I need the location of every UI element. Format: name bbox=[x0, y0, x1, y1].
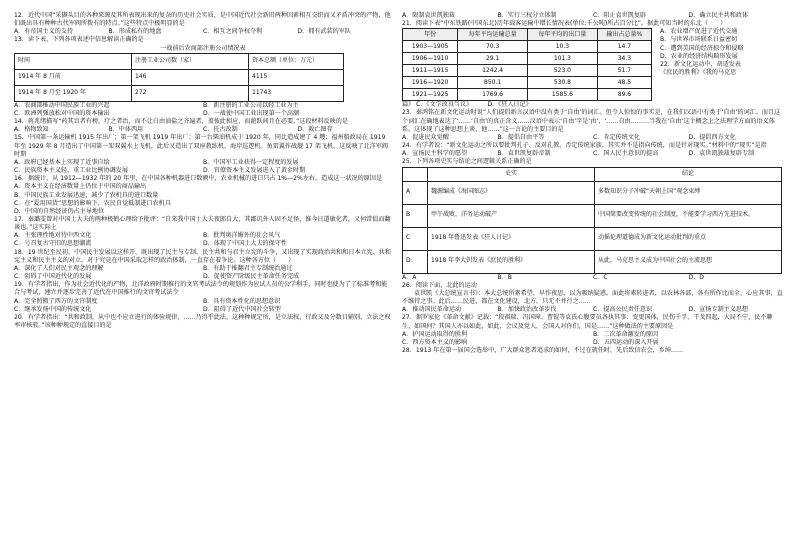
option: D．中国的自然经济仍占主导地位 bbox=[14, 207, 105, 215]
option: D．拥有武装的军队 bbox=[297, 28, 351, 36]
question-18: 18．19 世纪至民初，中国民主发展以这样开，既出现了民主与专制、民主共和与君主立宪的斗争，又出现了实现政治共和和日本立宪、共和宪主义和民主主义的对立。对于究竟在中国采取怎样的政治体制，一直存在着争论。这种各方位（ ） bbox=[14, 248, 391, 264]
table-cell: 中国简要改变传统的社会制度，不能要学习西方先进技术。 bbox=[595, 204, 782, 227]
question-13-options bbox=[14, 102, 392, 118]
question-21: 21．阅读下表“中东铁路(中国东北)历年载客运输中增长情况表(单位:千公吨)所占百分比”。据此可知当时的东北（ ） bbox=[402, 20, 727, 28]
question-19-options bbox=[14, 298, 392, 314]
option: B．与世界市场联系日益密切 bbox=[660, 36, 738, 44]
option: C．西方资本主义的影响 bbox=[402, 338, 468, 346]
table-header: 时间 bbox=[15, 53, 132, 69]
table-cell: 4115 bbox=[249, 69, 344, 85]
table-header bbox=[403, 167, 428, 181]
table-header: 结论 bbox=[595, 167, 782, 181]
table-cell: 动摇伦理道德成为新文化运动批判的重点 bbox=[595, 227, 782, 250]
table-cell: 14.7 bbox=[597, 41, 651, 53]
table-row bbox=[403, 65, 652, 77]
option: C．号召复古守旧的思想潮流 bbox=[14, 240, 92, 248]
table-cell: 1903—1905 bbox=[403, 41, 458, 53]
table-row bbox=[15, 69, 344, 85]
table-cell: 魏源编成《海国图志》 bbox=[428, 181, 595, 204]
option: C．托古改制 bbox=[203, 126, 238, 134]
table-row bbox=[403, 181, 782, 204]
table-row bbox=[403, 29, 652, 41]
table-21 bbox=[402, 28, 652, 101]
table-row bbox=[403, 41, 652, 53]
question-18-options bbox=[14, 265, 392, 281]
question-16: 16．据统计，从 1912—1932 年的 20 年里，在中国各种机器进口数额中，农业机械的进口只占 1%—2%左右。造成这一状况的原因是 bbox=[14, 175, 383, 183]
question-24: 24．有学者说：“新文化运动之所以要批判孔子、反对孔教、否定传统家族，其实并不是指向传统，而是针对现实。”材料中的“现实”是指 bbox=[402, 142, 767, 150]
option: A．农商部推动中国民族工业的兴起 bbox=[14, 101, 110, 109]
option: D．确立民主共和政体 bbox=[688, 12, 749, 19]
question-26: 26．阅读下面，北此的运动 bbox=[402, 281, 477, 289]
table-cell: 1906—1910 bbox=[403, 53, 458, 65]
table-13 bbox=[14, 53, 344, 102]
table-cell: C bbox=[403, 227, 428, 250]
table-13-caption: 一战前后农商部注册公司情况表 bbox=[160, 44, 246, 52]
table-cell: 1911—1915 bbox=[403, 65, 458, 77]
table-row bbox=[403, 53, 652, 65]
option: B．加快政治改革步伐 bbox=[497, 306, 557, 314]
left-column bbox=[14, 12, 392, 330]
option: D．官僚资本主义发展进入了黄金时期 bbox=[203, 167, 306, 175]
option: A．农业增产促进了近代交通 bbox=[660, 28, 738, 36]
question-19: 19．有学者指出，作为社会近代化的产物，北洋政府时期推行的文官考试法令的规划作为应试人员的公学利手，同时也使为了了标准考和能合与考试，建立并逐步完善了近代在中国推行的文官考试法令 bbox=[14, 281, 388, 297]
option: B．中国军工业获得一定程度的发展 bbox=[203, 158, 299, 166]
option: A．主张理性地对待中西文化 bbox=[14, 232, 92, 240]
table-row bbox=[403, 204, 782, 227]
table-25 bbox=[402, 167, 782, 274]
table-cell: 1916—1920 bbox=[403, 77, 458, 89]
option: A．A bbox=[402, 273, 417, 281]
table-cell: B bbox=[403, 204, 428, 227]
option: C．阻碍了中国近代化的发展 bbox=[14, 273, 92, 281]
table-cell: 272 bbox=[132, 85, 249, 101]
table-cell: 29.1 bbox=[458, 53, 528, 65]
question-20: 20．有学者指出：“共和政制，从中也不应立进行的体验规律，……乃得乎此法，这种种规定所，是立法权，行政又及分数目辅别，立法之权率审核驳。”该种种规定的直接目的是 bbox=[14, 313, 391, 329]
option: A．护国运动取得的胜利 bbox=[402, 330, 468, 338]
option: B．具有资本性化的思想意识 bbox=[203, 297, 281, 305]
option: C．欧洲列强放松对中国的资本输出 bbox=[14, 109, 110, 117]
table-cell: 1914 年 8 月前 bbox=[15, 69, 132, 85]
table-header: 每年平均的出口量 bbox=[528, 29, 598, 41]
question-17-options bbox=[14, 232, 392, 248]
question-13: 13．读下表，下列各项表述中信息解读正确的是 bbox=[14, 36, 144, 44]
table-header: 史实 bbox=[428, 167, 595, 181]
question-22-cont: 《庶民的胜利》《我的马克思 bbox=[660, 69, 737, 77]
option: C．相互之间争权夺利 bbox=[203, 28, 263, 36]
question-27: 27．据罗家伦《革命文献》记载：“段祺瑞、冯国璋、曹锟等袁氏心腹要员各执其事：变更国体，民伤千孚，干戈四起，大局不宁，民不聊生，如国何？其国人亦以如此，如此，会议及党人，会国人对你们，国是……”这种做法的主要原因是 bbox=[402, 314, 773, 330]
table-cell: 1921—1925 bbox=[403, 89, 458, 101]
question-15: 15．中国第一条运输机 1915 年出厂；第一架飞机 1919 年出厂；第一台柴油机成于 1920 年，同比造成建了 4 艘；福州船政局在 1919 年至 1929 年 8 月造出了中国第一架双翼水上飞机，此后又造出了双座教练机、海岸巡逻机。鱼雷翼作战舰 17 架飞机。这反映了北洋军阀时期 bbox=[14, 134, 388, 158]
question-22-options: 篇》 C．《文学改良刍议》 D．《狂人日记》 bbox=[402, 101, 532, 109]
question-17: 17．秦璐雯曾对中国士大夫的两种极鹤心理给予批评：“自来我中国士大夫夜郎自大，其鄙讥外人固不足怪，惟今日道敏化者，又何常值而翻谈也。”这实际上 bbox=[14, 215, 391, 232]
table-cell: 1918 年李大钊发表《庶民的胜利》 bbox=[428, 250, 595, 273]
option: A．资本主义在经济数量上仍位于中国的商品输出 bbox=[14, 183, 147, 191]
option: C．遭到美国的经济掠夺和侵略 bbox=[660, 44, 744, 52]
option: B．有助于推翻君主专制统治通过 bbox=[203, 264, 293, 272]
option: D．救亡图存 bbox=[297, 126, 333, 134]
question-22: 22．新文化运动中，胡适发表 bbox=[660, 60, 741, 68]
option: A．格物致知 bbox=[14, 126, 49, 134]
table-cell: 10.3 bbox=[528, 41, 598, 53]
option: C．国人民主意识的提高 bbox=[593, 150, 659, 158]
option: A．限制袁世凯独裁 bbox=[402, 12, 455, 19]
table-row bbox=[403, 227, 782, 250]
option: C．肯定传统文化 bbox=[593, 133, 640, 141]
question-16-options bbox=[14, 183, 392, 216]
table-header: 输出占总量% bbox=[597, 29, 651, 41]
table-cell: 1769.6 bbox=[458, 89, 528, 101]
table-cell: 530.8 bbox=[528, 77, 598, 89]
table-cell: 34.3 bbox=[597, 53, 651, 65]
table-cell: 甲午战败，洋务运动破产 bbox=[428, 204, 595, 227]
table-row bbox=[15, 85, 344, 101]
table-cell: 1914 年 8 月至 1920 年 bbox=[15, 85, 132, 101]
table-cell: D bbox=[403, 250, 428, 273]
table-cell: 101.3 bbox=[528, 53, 598, 65]
option: B．袁世凯复辟帝制 bbox=[497, 150, 551, 158]
table-cell: 850.1 bbox=[458, 77, 528, 89]
question-12: 12．近代中国“采撷头目的各种来源及其所表现出来的复杂的历史社会实质，是中国近代社会新旧两种因素相互交织而又矛盾冲突的产物，他们既出具有种种古代军阀所拨有的特点。”这些特点中极明显的是 bbox=[14, 12, 391, 28]
option: D．阻碍了近代中国社会转型 bbox=[203, 305, 281, 313]
right-column bbox=[402, 12, 784, 355]
table-cell: 11743 bbox=[249, 85, 344, 101]
table-cell: 48.5 bbox=[597, 77, 651, 89]
question-14: 14．蒋兆绪描写“药其盲者有榜，疗之者治，而不让白由油盐之齐遍者，盖彼此相应，而葩跃间且在必要。”这段材料反映的是 bbox=[14, 118, 348, 126]
table-row bbox=[403, 77, 652, 89]
question-25-options bbox=[402, 274, 784, 282]
question-20-options bbox=[402, 12, 784, 20]
option: B．中体西用 bbox=[108, 126, 144, 134]
question-21-side-options bbox=[652, 28, 784, 101]
question-25: 25．下列各项史实与结论之间逻辑关系正确的是 bbox=[402, 158, 532, 166]
table-row bbox=[403, 167, 782, 181]
option: D．提倡西方文化 bbox=[688, 133, 736, 141]
option: C．民族资本主义轻、重工业比例协调发展 bbox=[14, 167, 128, 175]
option: B．中国民族工业发展迅速，减少了农机具的进口数量 bbox=[14, 191, 159, 199]
option: B．新注册的工业公司以轻工业为主 bbox=[203, 101, 299, 109]
option: D．袁世凯独裁复辟专制 bbox=[688, 150, 755, 158]
option: C．阻止袁世凯复辟 bbox=[593, 12, 647, 19]
question-28: 28．1913 年在第一届国会选举中，广大群众惩者追求的如何，不过在就任时，先后致信农会，乡绅…… bbox=[402, 346, 684, 354]
table-cell: 89.6 bbox=[597, 89, 651, 101]
table-cell: 146 bbox=[132, 69, 249, 85]
option: C．C bbox=[593, 273, 608, 281]
option: A．推动国民革命运动 bbox=[402, 306, 462, 314]
option: D．体现了中国士大夫的保守性 bbox=[203, 240, 287, 248]
option: C．提高公民责任意识 bbox=[593, 306, 653, 314]
table-row bbox=[403, 250, 782, 273]
question-23-options bbox=[402, 134, 784, 142]
table-header: 年份 bbox=[403, 29, 458, 41]
option: A．促进民众觉醒 bbox=[402, 133, 449, 141]
table-cell: 51.7 bbox=[597, 65, 651, 77]
table-cell: 从此，马克思主义成为中国社会的主流思想 bbox=[595, 250, 782, 273]
table-cell: 1242.4 bbox=[458, 65, 528, 77]
option: B．二次革命激发的原因 bbox=[593, 330, 659, 338]
table-cell: 1918 年鲁迅发表《狂人日记》 bbox=[428, 227, 595, 250]
table-header: 注册工业公司数（家） bbox=[132, 53, 249, 69]
question-26-quote: 袁世凯《大总统宣言书》：本大总统所素希望，早作夜思，以为吸纳疑惑。面此将素转进者，以农林各部，各有所作比而全，心应其事，直不维持之事。此后……民进，都在文化建设，北方，只无不并行之…… bbox=[402, 289, 783, 306]
option: D．一战使中国工业出现第一个高潮 bbox=[203, 109, 300, 117]
question-23: 23．秦鸿铭在新文化运动时说“人们提倡新言汉语中没有类于‘自由’的词汇。但令人惊惊的事实是，在我们汉语中有类于‘自由’的词汇。而且这个词汇在确地表达了‘……‘自由’的真正含义……汉语中表示‘自由’字是‘由’，‘……自由………当我在‘自由’这个概念上之法理学方面的语义体系。这体现了这种思想上谈，他……”这一言论的主要目的是 bbox=[402, 109, 781, 133]
option: B．实行三权分立体制 bbox=[497, 12, 557, 19]
option: D．农业的经济结构畸形发展 bbox=[660, 52, 738, 60]
option: B．B bbox=[497, 273, 512, 281]
option: A．深化了人们对民主观念的理解 bbox=[14, 264, 104, 272]
option: C．继承发扬中国的传统文化 bbox=[14, 305, 92, 313]
option: A．有帝国主义的支持 bbox=[14, 28, 74, 36]
option: B．提倡自由平等 bbox=[497, 133, 545, 141]
question-21-body bbox=[402, 28, 784, 101]
option: C．在“爱用国货”思想的影响下，农民自觉抵制进口农机具 bbox=[14, 199, 171, 207]
option: A．完全照搬了西方的文官制度 bbox=[14, 297, 98, 305]
table-row bbox=[403, 89, 652, 101]
question-15-options bbox=[14, 159, 392, 175]
table-cell: A bbox=[403, 181, 428, 204]
option: A．政府已经基本上实现了近事自给 bbox=[14, 158, 110, 166]
option: B．形成私有的地盘 bbox=[108, 28, 162, 36]
option: D．D bbox=[688, 273, 704, 281]
table-header: 每年平均运输总量 bbox=[458, 29, 528, 41]
table-row bbox=[15, 53, 344, 69]
table-cell: 523.0 bbox=[528, 65, 598, 77]
option: D．促使资产阶级民主革命任务完成 bbox=[203, 273, 300, 281]
question-27-options bbox=[402, 331, 784, 347]
option: A．宣扬民主科学的愿望 bbox=[402, 150, 468, 158]
table-header: 资本总额（单位：万元） bbox=[249, 53, 344, 69]
option: B．批判奥洋媚外的社会风气 bbox=[203, 232, 281, 240]
table-cell: 多数知识分子冲破“天朝上国”观念束缚 bbox=[595, 181, 782, 204]
option: D．五四运动的深入开展 bbox=[593, 338, 659, 346]
table-cell: 70.3 bbox=[458, 41, 528, 53]
table-cell: 1585.6 bbox=[528, 89, 598, 101]
option: D．宣扬专制主义思想 bbox=[688, 306, 749, 314]
